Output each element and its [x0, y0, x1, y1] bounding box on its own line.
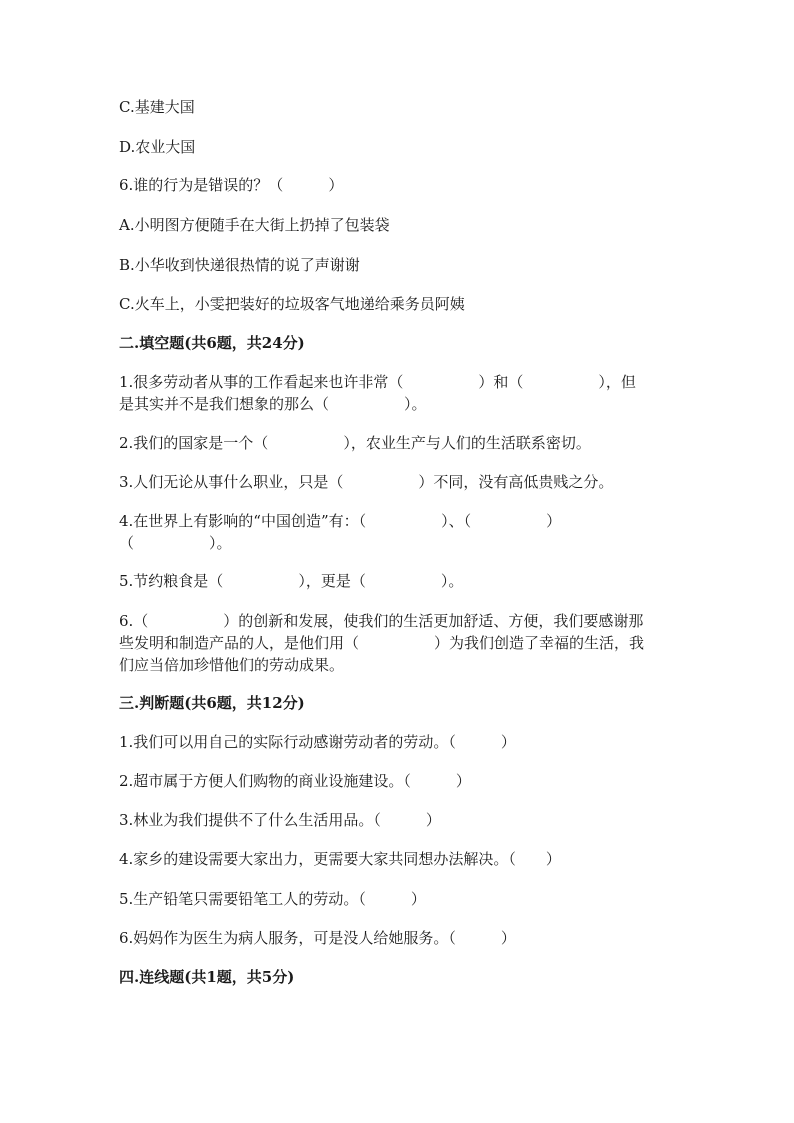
fill-question-2: 2.我们的国家是一个（ ），农业生产与人们的生活联系密切。	[119, 434, 591, 452]
judge-question-5: 5.生产铅笔只需要铅笔工人的劳动。（ ）	[119, 890, 426, 908]
judge-question-1: 1.我们可以用自己的实际行动感谢劳动者的劳动。（ ）	[119, 733, 516, 751]
option-d-agriculture: D.农业大国	[119, 138, 196, 156]
question-6-stem: 6.谁的行为是错误的？（ ）	[119, 176, 344, 194]
option-c-infrastructure: C.基建大国	[119, 98, 195, 116]
fill-question-4-line-2: （ ）。	[119, 534, 232, 552]
section-heading-fill-blank: 二.填空题(共6题，共24分)	[119, 334, 305, 352]
question-6-option-b: B.小华收到快递很热情的说了声谢谢	[119, 256, 360, 274]
section-heading-matching: 四.连线题(共1题，共5分)	[119, 968, 295, 986]
fill-question-1-line-2: 是其实并不是我们想象的那么（ ）。	[119, 395, 427, 413]
fill-question-3: 3.人们无论从事什么职业，只是（ ）不同，没有高低贵贱之分。	[119, 473, 614, 491]
fill-question-6-line-1: 6.（ ）的创新和发展，使我们的生活更加舒适、方便，我们要感谢那	[119, 612, 644, 630]
question-6-option-a: A.小明图方便随手在大街上扔掉了包装袋	[119, 216, 390, 234]
fill-question-1-line-1: 1.很多劳动者从事的工作看起来也许非常（ ）和（ ），但	[119, 373, 636, 391]
question-6-option-c: C.火车上，小雯把装好的垃圾客气地递给乘务员阿姨	[119, 295, 465, 313]
judge-question-6: 6.妈妈作为医生为病人服务，可是没人给她服务。（ ）	[119, 929, 516, 947]
fill-question-6-line-3: 们应当倍加珍惜他们的劳动成果。	[119, 656, 345, 674]
section-heading-true-false: 三.判断题(共6题，共12分)	[119, 694, 305, 712]
fill-question-4-line-1: 4.在世界上有影响的“中国创造”有：（ ）、（ ）	[119, 512, 562, 530]
judge-question-2: 2.超市属于方便人们购物的商业设施建设。（ ）	[119, 772, 471, 790]
fill-question-5: 5.节约粮食是（ ），更是（ ）。	[119, 572, 464, 590]
judge-question-4: 4.家乡的建设需要大家出力，更需要大家共同想办法解决。（ ）	[119, 850, 561, 868]
fill-question-6-line-2: 些发明和制造产品的人，是他们用（ ）为我们创造了幸福的生活，我	[119, 634, 645, 652]
judge-question-3: 3.林业为我们提供不了什么生活用品。（ ）	[119, 811, 441, 829]
